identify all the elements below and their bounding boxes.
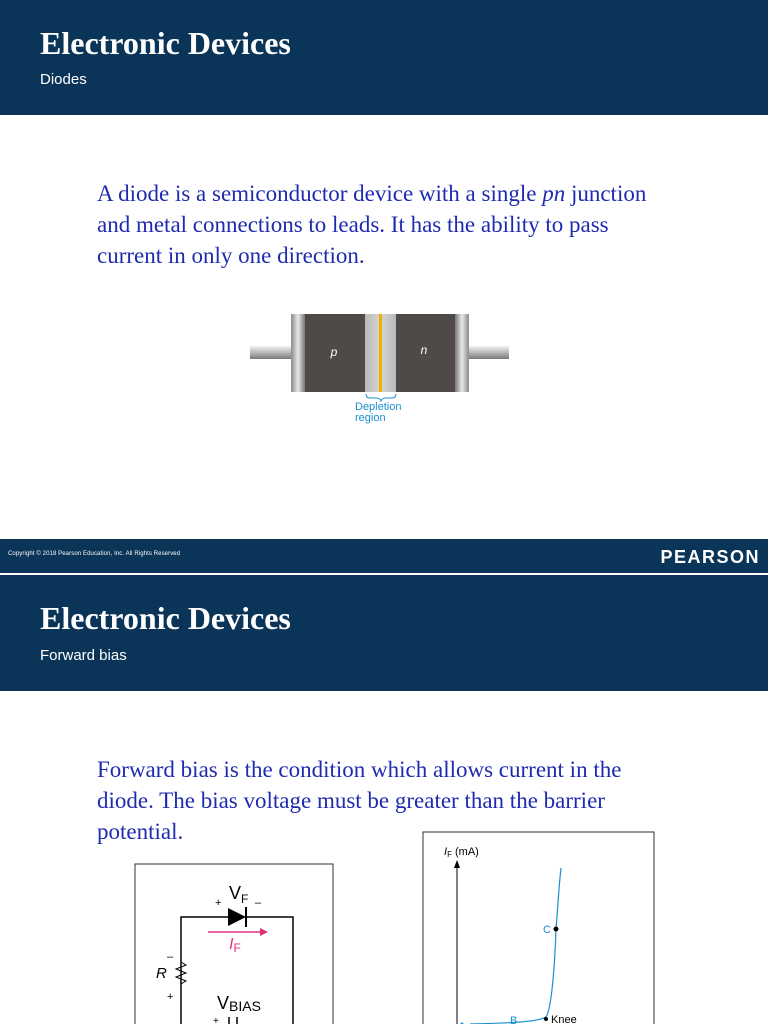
y-axis-label: IF (mA) — [444, 846, 479, 859]
knee-label: Knee — [551, 1014, 577, 1024]
depletion-label-line2: region — [355, 412, 386, 424]
p-label: p — [330, 345, 338, 359]
vf-plus: + — [215, 897, 222, 909]
point-b-label: B — [510, 1015, 518, 1024]
depletion-label-line1: Depletion — [355, 401, 402, 413]
slide2-subtitle: Forward bias — [40, 647, 127, 664]
vf-minus: – — [255, 897, 262, 909]
graph-frame — [423, 832, 654, 1024]
point-knee — [544, 1017, 548, 1021]
battery-plus: + — [213, 1016, 219, 1024]
slide2-body-text: Forward bias is the condition which allows current in the diode. The bias voltage must be greater than the barrier potential. — [97, 757, 622, 844]
slide2-title: Electronic Devices — [40, 600, 291, 636]
resistor-minus: – — [167, 951, 174, 963]
point-c — [554, 927, 559, 932]
vf-label: $V_F$ — [229, 883, 249, 906]
text-part2: junction and metal connections to leads. It has the ability to pass current in only one direction. — [97, 181, 647, 268]
resistor-label: R — [156, 965, 167, 982]
iv-curve — [470, 868, 561, 1024]
text-emphasis-pn: pn — [542, 181, 566, 206]
y-axis-arrow — [454, 860, 460, 868]
resistor-plus: + — [167, 991, 174, 1003]
copyright-notice: Copyright © 2018 Pearson Education, Inc. All Rights Reserved — [8, 551, 181, 557]
vbias-label: VBIAS — [217, 993, 261, 1014]
text-part1: A diode is a semiconductor device with a single — [97, 181, 543, 206]
n-label: n — [420, 343, 428, 357]
if-label: IF — [229, 936, 241, 955]
slide1-title: Electronic Devices — [40, 25, 291, 61]
point-c-label: C — [543, 924, 551, 936]
pearson-logo: PEARSON — [660, 547, 760, 567]
slide1-subtitle: Diodes — [40, 71, 87, 88]
